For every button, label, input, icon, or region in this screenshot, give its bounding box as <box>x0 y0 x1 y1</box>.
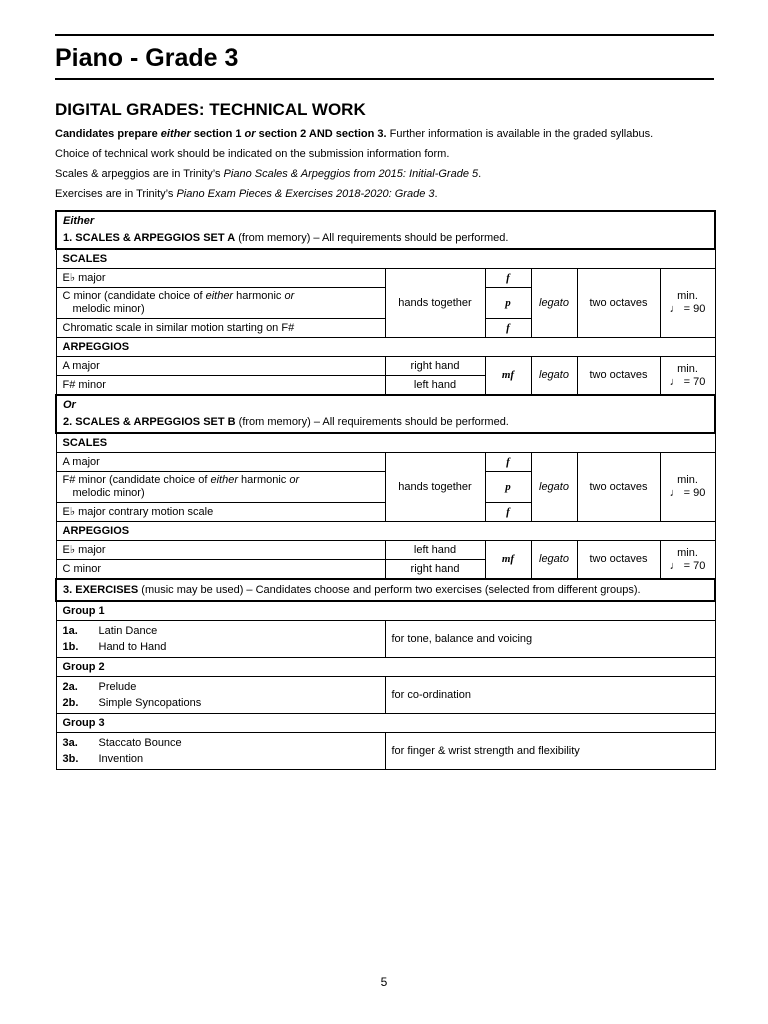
set-b-scale-3-dynamic: f <box>485 503 531 522</box>
group-1-label-row <box>56 601 715 621</box>
text: or <box>284 290 295 302</box>
set-b-arps-dynamic: mf <box>485 541 531 580</box>
group-3-row <box>56 733 715 770</box>
set-b-note: (from memory) – All requirements should be performed. <box>235 416 509 428</box>
tempo-value: ♩ = 70 <box>669 375 706 388</box>
text: either <box>205 290 234 302</box>
exercises-note: (music may be used) – Candidates choose and perform two exercises (selected from different groups). <box>138 583 641 596</box>
table-row <box>56 541 715 560</box>
intro-p1-d: or <box>244 128 256 140</box>
exercise-2a <box>63 679 379 695</box>
set-b-scale-3: E♭ major contrary motion scale <box>56 503 385 522</box>
tempo-min: min. <box>677 290 698 302</box>
text: harmonic <box>238 474 290 486</box>
page-title: Piano - Grade 3 <box>55 44 239 72</box>
set-a-scale-3-dynamic: f <box>485 319 531 338</box>
intro-p4-c: . <box>434 188 438 200</box>
set-b-title: SCALES & ARPEGGIOS SET B <box>75 416 236 428</box>
set-a-note: (from memory) – All requirements should be performed. <box>235 232 509 244</box>
text: Latin Dance <box>98 625 158 637</box>
set-b-header <box>56 395 715 433</box>
set-a-scale-2-dynamic: p <box>485 288 531 319</box>
text: Hand to Hand <box>98 641 167 653</box>
set-a-scales-articulation: legato <box>531 269 577 338</box>
group-3-items <box>56 733 385 770</box>
set-b-number: 2. <box>63 416 73 428</box>
page-number: 5 <box>380 975 388 989</box>
exercise-2b <box>63 695 379 711</box>
intro-p3-c: . <box>478 168 482 180</box>
exercises-header-row <box>56 579 715 601</box>
intro-p3-b: Piano Scales & Arpeggios from 2015: Initial-Grade 5 <box>223 168 479 180</box>
group-1-row <box>56 621 715 658</box>
intro-paragraph-2: Choice of technical work should be indicated on the submission information form. <box>55 148 450 160</box>
intro-p3-a: Scales & arpeggios are in Trinity’s <box>55 168 224 180</box>
set-a-arps-articulation: legato <box>531 357 577 396</box>
exercise-3a <box>63 735 379 751</box>
exercise-1a <box>63 623 379 639</box>
set-b-scales-tempo <box>660 453 715 522</box>
group-2-purpose: for co-ordination <box>385 677 715 714</box>
title-rule-bottom <box>55 78 714 80</box>
group-3-label: Group 3 <box>56 714 715 733</box>
group-3-label-row <box>56 714 715 733</box>
set-b-scales-label-row <box>56 433 715 453</box>
table-row <box>56 269 715 288</box>
set-a-scale-2 <box>56 288 385 319</box>
set-b-scale-1-dynamic: f <box>485 453 531 472</box>
set-a-arp-1-hand: right hand <box>385 357 485 376</box>
exercise-3b <box>63 751 379 767</box>
intro-p1-b: either <box>160 128 191 140</box>
group-1-purpose: for tone, balance and voicing <box>385 621 715 658</box>
set-a-scales-label-row <box>56 249 715 269</box>
set-a-scales-label: SCALES <box>56 249 715 269</box>
text: 3a. <box>62 737 78 749</box>
set-b-scales-label: SCALES <box>56 433 715 453</box>
intro-p4-b: Piano Exam Pieces & Exercises 2018-2020: Grade 3 <box>176 188 435 200</box>
intro-paragraph-4 <box>55 188 714 201</box>
group-2-label: Group 2 <box>56 658 715 677</box>
set-a-header-row <box>56 211 715 249</box>
section-heading: DIGITAL GRADES: TECHNICAL WORK <box>55 100 366 119</box>
set-a-arp-1: A major <box>56 357 385 376</box>
table-row <box>56 453 715 472</box>
set-a-arps-dynamic: mf <box>485 357 531 396</box>
set-a-title: SCALES & ARPEGGIOS SET A <box>75 232 236 244</box>
group-2-row <box>56 677 715 714</box>
set-a-header <box>56 211 715 249</box>
set-b-scales-range: two octaves <box>577 453 660 522</box>
set-a-arps-label-row <box>56 338 715 357</box>
set-b-arps-label: ARPEGGIOS <box>56 522 715 541</box>
set-a-arp-2-hand: left hand <box>385 376 485 396</box>
exercises-number: 3. <box>63 583 73 596</box>
text: or <box>289 474 300 486</box>
set-b-or: Or <box>63 399 76 411</box>
set-a-either: Either <box>63 215 95 227</box>
tempo-min: min. <box>677 546 698 559</box>
intro <box>55 128 714 201</box>
exercises-header <box>56 579 715 601</box>
group-2-items <box>56 677 385 714</box>
set-a-scale-1: E♭ major <box>56 269 385 288</box>
set-b-arp-1-hand: left hand <box>385 541 485 560</box>
set-a-scale-3: Chromatic scale in similar motion starting on F# <box>56 319 385 338</box>
text: melodic minor) <box>72 303 145 315</box>
set-a-scales-range: two octaves <box>577 269 660 338</box>
text: 1a. <box>62 625 78 637</box>
table-row <box>56 357 715 376</box>
text: F# minor (candidate choice of <box>62 474 211 486</box>
set-a-scales-hands: hands together <box>385 269 485 338</box>
set-b-arp-2: C minor <box>56 560 385 580</box>
set-a-arp-2: F# minor <box>56 376 385 396</box>
intro-p1-a: Candidates prepare <box>55 128 161 140</box>
page <box>55 34 714 770</box>
group-3-purpose: for finger & wrist strength and flexibility <box>385 733 715 770</box>
group-1-items <box>56 621 385 658</box>
text: Prelude <box>98 681 137 693</box>
set-a-scale-1-dynamic: f <box>485 269 531 288</box>
intro-p1-c: section 1 <box>190 128 245 140</box>
exercises-title: EXERCISES <box>75 583 139 596</box>
text: 2b. <box>62 697 79 709</box>
text: either <box>210 474 238 486</box>
intro-paragraph-3 <box>55 168 714 181</box>
text: Simple Syncopations <box>98 697 202 709</box>
set-b-arp-1: E♭ major <box>56 541 385 560</box>
set-a-arps-range: two octaves <box>577 357 660 396</box>
set-b-arps-label-row <box>56 522 715 541</box>
text: 3b. <box>62 753 79 765</box>
tempo-value: ♩ = 90 <box>669 303 706 315</box>
set-a-arps-tempo <box>660 357 715 396</box>
group-1-label: Group 1 <box>56 601 715 621</box>
group-2-label-row <box>56 658 715 677</box>
set-b-scale-2 <box>56 472 385 503</box>
set-a-arps-label: ARPEGGIOS <box>56 338 715 357</box>
set-b-scale-1: A major <box>56 453 385 472</box>
text: 1b. <box>62 641 79 653</box>
tempo-min: min. <box>677 362 698 375</box>
text: Staccato Bounce <box>98 737 182 749</box>
tempo-value: ♩ = 90 <box>669 487 706 499</box>
tempo-value: ♩ = 70 <box>669 559 706 572</box>
set-b-header-row <box>56 395 715 433</box>
set-b-arp-2-hand: right hand <box>385 560 485 580</box>
set-b-scales-hands: hands together <box>385 453 485 522</box>
set-a-scales-tempo <box>660 269 715 338</box>
set-b-arps-tempo <box>660 541 715 580</box>
text: harmonic <box>233 290 285 302</box>
intro-p1-f: Further information is available in the graded syllabus. <box>386 128 654 140</box>
intro-p1-e: section 2 AND section 3. <box>255 128 387 140</box>
set-a-number: 1. <box>63 232 73 244</box>
set-b-scales-articulation: legato <box>531 453 577 522</box>
set-b-scale-2-dynamic: p <box>485 472 531 503</box>
text: melodic minor) <box>72 487 145 499</box>
intro-p4-a: Exercises are in Trinity’s <box>55 188 177 200</box>
text: C minor (candidate choice of <box>62 290 206 302</box>
text: 2a. <box>62 681 78 693</box>
title-rule-top <box>55 34 714 36</box>
set-b-arps-articulation: legato <box>531 541 577 580</box>
set-b-arps-range: two octaves <box>577 541 660 580</box>
technical-work-table <box>55 210 716 770</box>
text: Invention <box>98 753 144 765</box>
intro-paragraph-1 <box>55 128 714 141</box>
tempo-min: min. <box>677 474 698 486</box>
exercise-1b <box>63 639 379 655</box>
